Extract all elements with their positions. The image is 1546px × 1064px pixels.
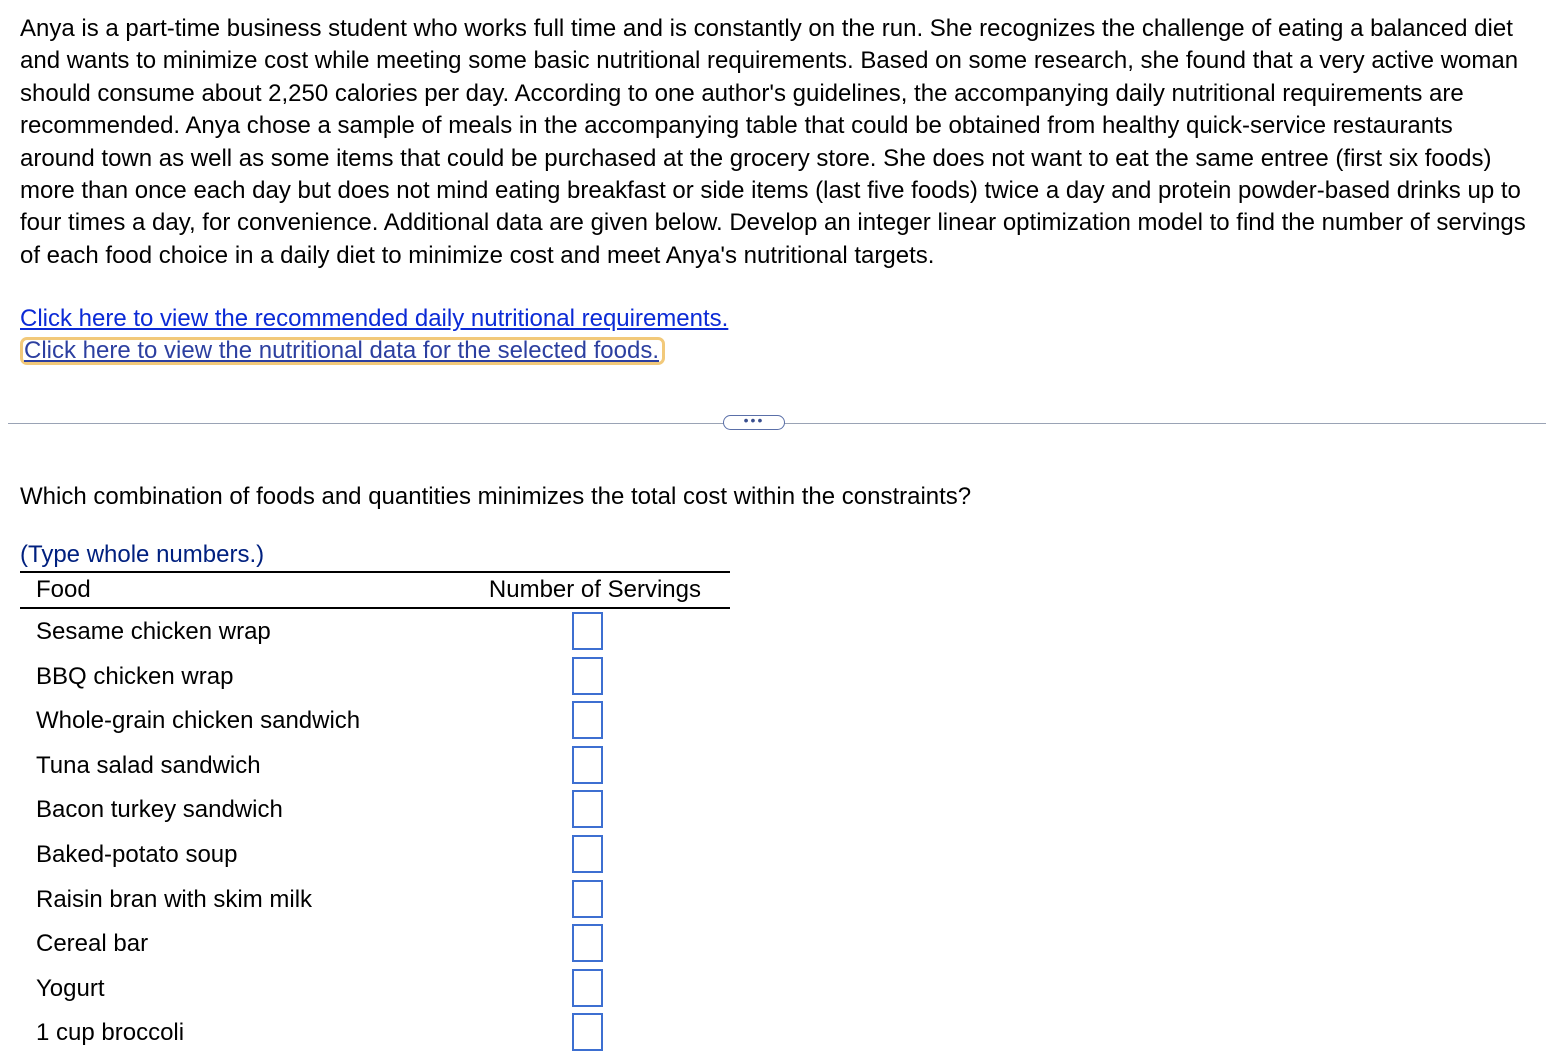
servings-input-raisin-bran-with-skim-milk[interactable] bbox=[572, 880, 603, 918]
food-column-header: Food bbox=[36, 576, 91, 603]
nutritional-data-link-wrapper bbox=[20, 337, 665, 365]
answer-hint: (Type whole numbers.) bbox=[20, 541, 265, 568]
table-row bbox=[20, 787, 730, 832]
table-row bbox=[20, 743, 730, 788]
problem-statement: Anya is a part-time business student who works full time and is constantly on the run. She recognizes the challenge of eating a balanced diet and wants to minimize cost while meeting some basic nutritional requirements. Based on some research, she found that a very active woman should consume about 2,250 calories per day. According to one author's guidelines, the accompanying daily nutritional requirements are recommended. Anya chose a sample of meals in the accompanying table that could be obtained from healthy quick-service restaurants around town as well as some items that could be purchased at the grocery store. She does not want to eat the same entree (first six foods) more than once each day but does not mind eating breakfast or side items (last five foods) twice a day and protein powder-based drinks up to four times a day, for convenience. Additional data are given below. Develop an integer linear optimization model to find the number of servings of each food choice in a daily diet to minimize cost and meet Anya's nutritional targets. bbox=[20, 15, 1526, 269]
food-name: Sesame chicken wrap bbox=[36, 618, 271, 645]
table-row bbox=[20, 877, 730, 922]
requirements-link[interactable]: Click here to view the recommended daily nutritional requirements. bbox=[20, 305, 729, 332]
table-row bbox=[20, 832, 730, 877]
table-row bbox=[20, 1010, 730, 1055]
food-name: 1 cup broccoli bbox=[36, 1019, 185, 1047]
table-row bbox=[20, 921, 730, 966]
servings-input-baked-potato-soup[interactable] bbox=[572, 835, 603, 873]
more-options-button[interactable]: ••• bbox=[723, 415, 785, 430]
food-name: Whole-grain chicken sandwich bbox=[36, 707, 361, 735]
servings-input-1-cup-broccoli[interactable] bbox=[572, 1013, 603, 1051]
table-row bbox=[20, 609, 730, 654]
food-name: BBQ chicken wrap bbox=[36, 662, 234, 690]
table-row bbox=[20, 966, 730, 1011]
food-name: Bacon turkey sandwich bbox=[36, 796, 283, 824]
food-name: Raisin bran with skim milk bbox=[36, 885, 313, 913]
table-header bbox=[20, 571, 730, 609]
requirements-link-wrapper bbox=[20, 304, 728, 334]
servings-column-header: Number of Servings bbox=[488, 576, 701, 603]
table-row bbox=[20, 698, 730, 743]
question-text: Which combination of foods and quantities minimizes the total cost within the constraints? bbox=[20, 483, 972, 510]
servings-input-bbq-chicken-wrap[interactable] bbox=[572, 657, 603, 695]
nutritional-data-link[interactable]: Click here to view the nutritional data for the selected foods. bbox=[24, 337, 660, 364]
food-name: Yogurt bbox=[36, 974, 105, 1002]
servings-input-sesame-chicken-wrap[interactable] bbox=[572, 612, 603, 650]
servings-input-yogurt[interactable] bbox=[572, 969, 603, 1007]
food-name: Baked-potato soup bbox=[36, 840, 238, 868]
table-row bbox=[20, 654, 730, 699]
servings-input-cereal-bar[interactable] bbox=[572, 924, 603, 962]
food-name: Cereal bar bbox=[36, 930, 149, 958]
servings-input-whole-grain-chicken-sandwich[interactable] bbox=[572, 701, 603, 739]
servings-input-tuna-salad-sandwich[interactable] bbox=[572, 746, 603, 784]
food-name: Tuna salad sandwich bbox=[36, 751, 261, 779]
servings-table bbox=[20, 571, 730, 1055]
table-body bbox=[20, 609, 730, 1055]
servings-input-bacon-turkey-sandwich[interactable] bbox=[572, 790, 603, 828]
